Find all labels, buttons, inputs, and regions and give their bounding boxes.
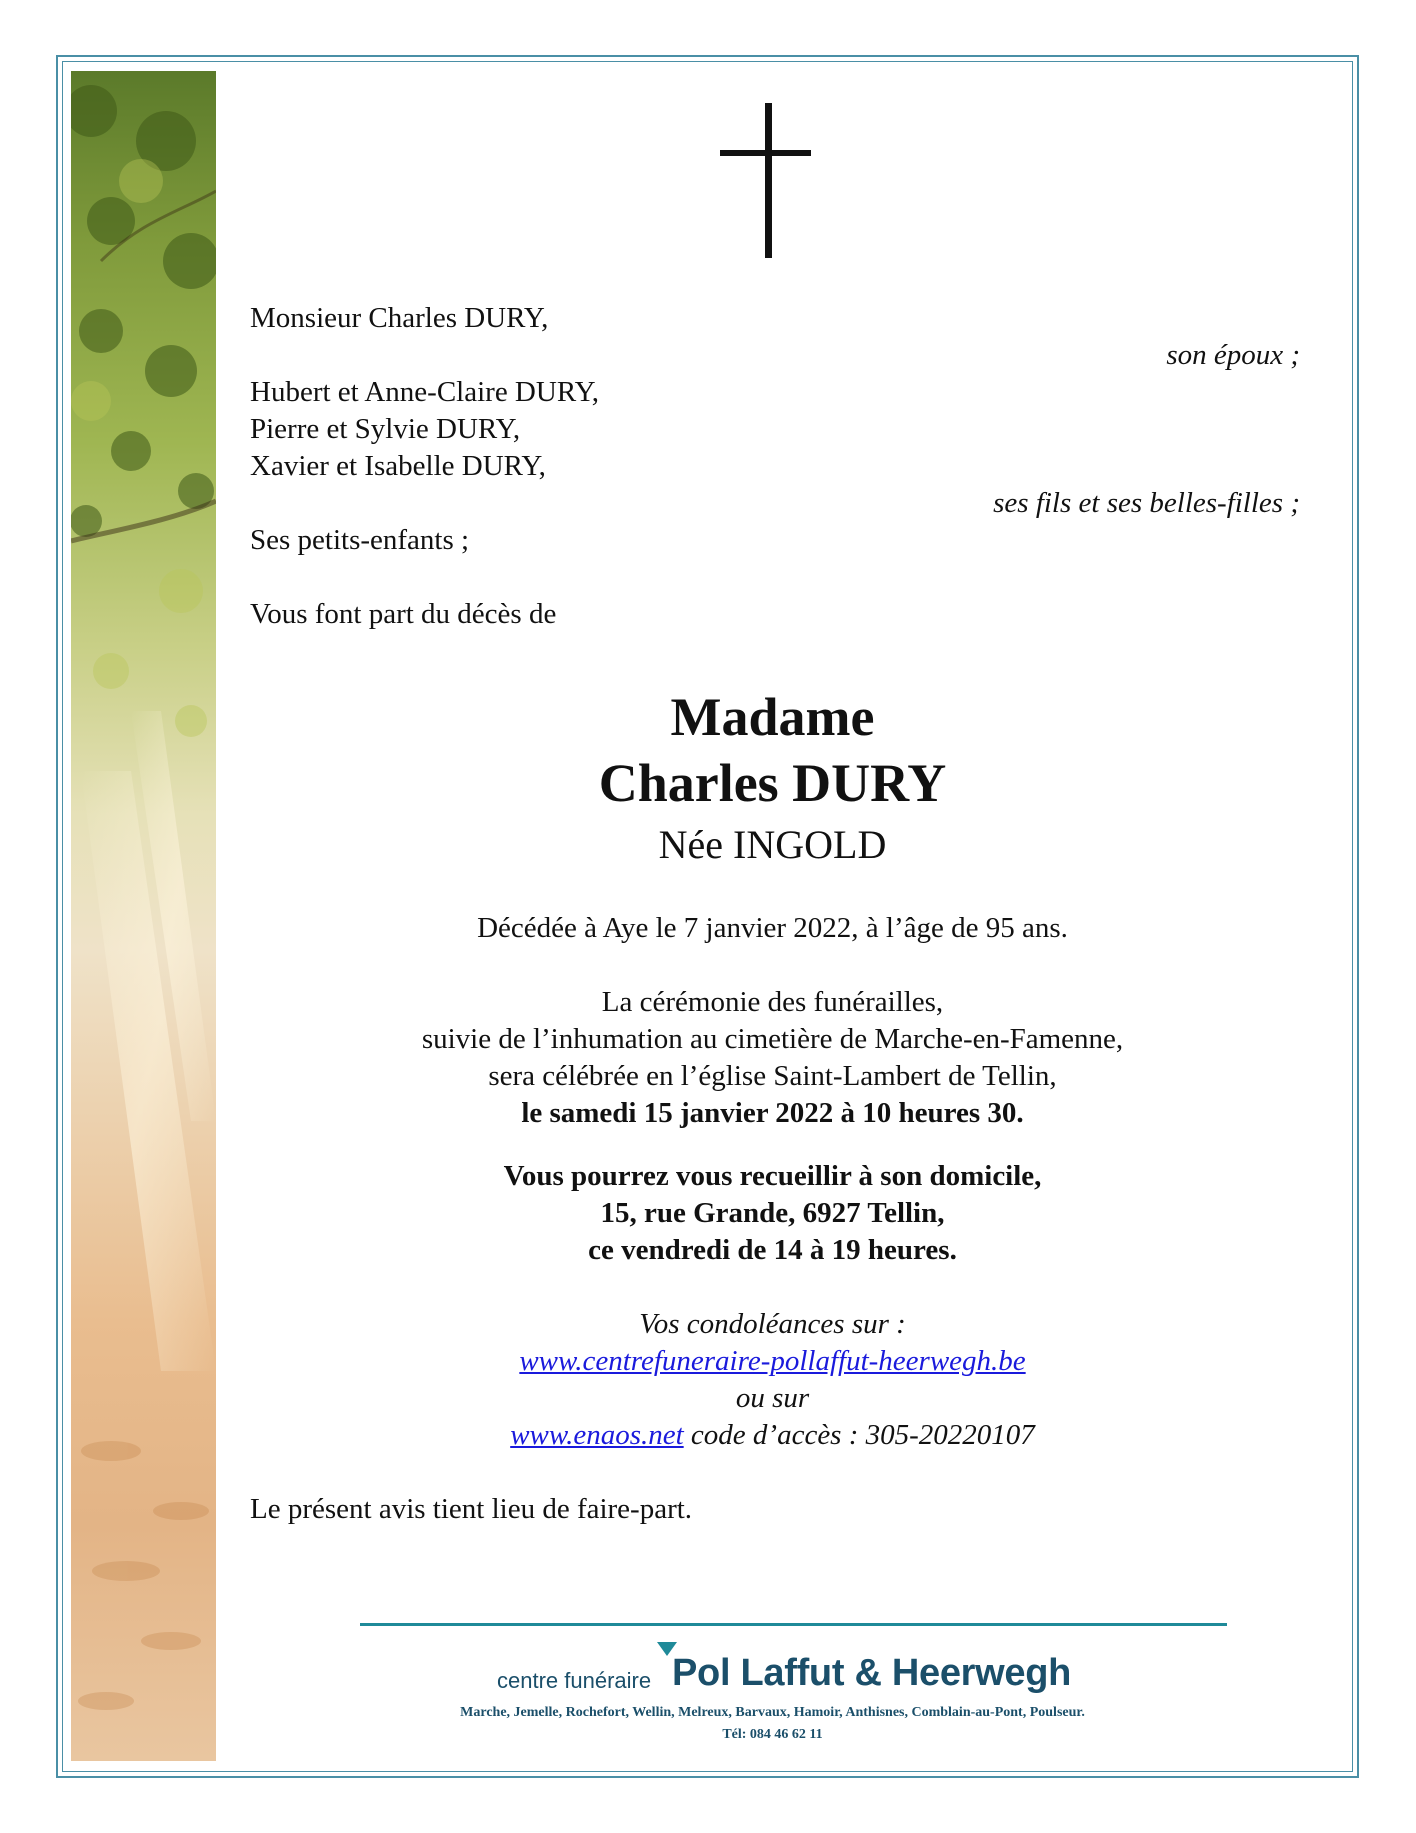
logo-small-text: centre funéraire [497,1668,652,1693]
condolences-link-line [216,1343,1329,1380]
ceremony-line-2: suivie de l’inhumation au cimetière de Marche-en-Famenne, [421,1023,1124,1055]
logo-divider [360,1623,1227,1626]
family-role-spouse: son époux ; [1166,339,1300,371]
funeral-home-link[interactable]: www.centrefuneraire-pollaffut-heerwegh.be [519,1345,1026,1377]
family-line-son-1: Hubert et Anne-Claire DURY, [250,376,600,408]
condolences-or: ou sur [735,1382,810,1414]
visitation-hours: ce vendredi de 14 à 19 heures. [588,1234,957,1266]
family-line-son-2: Pierre et Sylvie DURY, [250,413,521,445]
forest-path-photo [71,71,216,1761]
logo-name: Pol Laffut & Heerwegh [672,1652,1072,1694]
footer-note: Le présent avis tient lieu de faire-part. [250,1493,693,1525]
cross-icon [720,103,820,263]
family-role-sons: ses fils et ses belles-filles ; [993,487,1300,519]
visitation-address: 15, rue Grande, 6927 Tellin, [600,1197,945,1229]
family-line-spouse: Monsieur Charles DURY, [250,302,549,334]
ceremony-date: le samedi 15 janvier 2022 à 10 heures 30. [521,1097,1024,1129]
family-line-son-3: Xavier et Isabelle DURY, [250,450,546,482]
visitation-line-1: Vous pourrez vous recueillir à son domicile, [503,1160,1042,1192]
ceremony-line-3: sera célébrée en l’église Saint-Lambert de Tellin, [488,1060,1057,1092]
access-code: code d’accès : 305-20220107 [683,1419,1035,1451]
family-line-grandchildren: Ses petits-enfants ; [250,524,470,556]
enaos-line [216,1417,1329,1454]
deceased-name: Charles DURY [598,753,947,813]
logo-phone: Tél: 084 46 62 11 [722,1727,823,1742]
deceased-birth-name: Née INGOLD [658,822,887,867]
condolences-intro: Vos condoléances sur : [639,1308,906,1340]
announcement-intro: Vous font part du décès de [250,598,557,630]
deceased-title: Madame [670,687,875,747]
logo-towns: Marche, Jemelle, Rochefort, Wellin, Melreux, Barvaux, Hamoir, Anthisnes, Comblain-au-Pont, Poulseur. [460,1705,1085,1720]
ceremony-line-1: La cérémonie des funérailles, [601,986,944,1018]
death-statement: Décédée à Aye le 7 janvier 2022, à l’âge de 95 ans. [477,912,1068,944]
enaos-link[interactable]: www.enaos.net [510,1419,684,1451]
